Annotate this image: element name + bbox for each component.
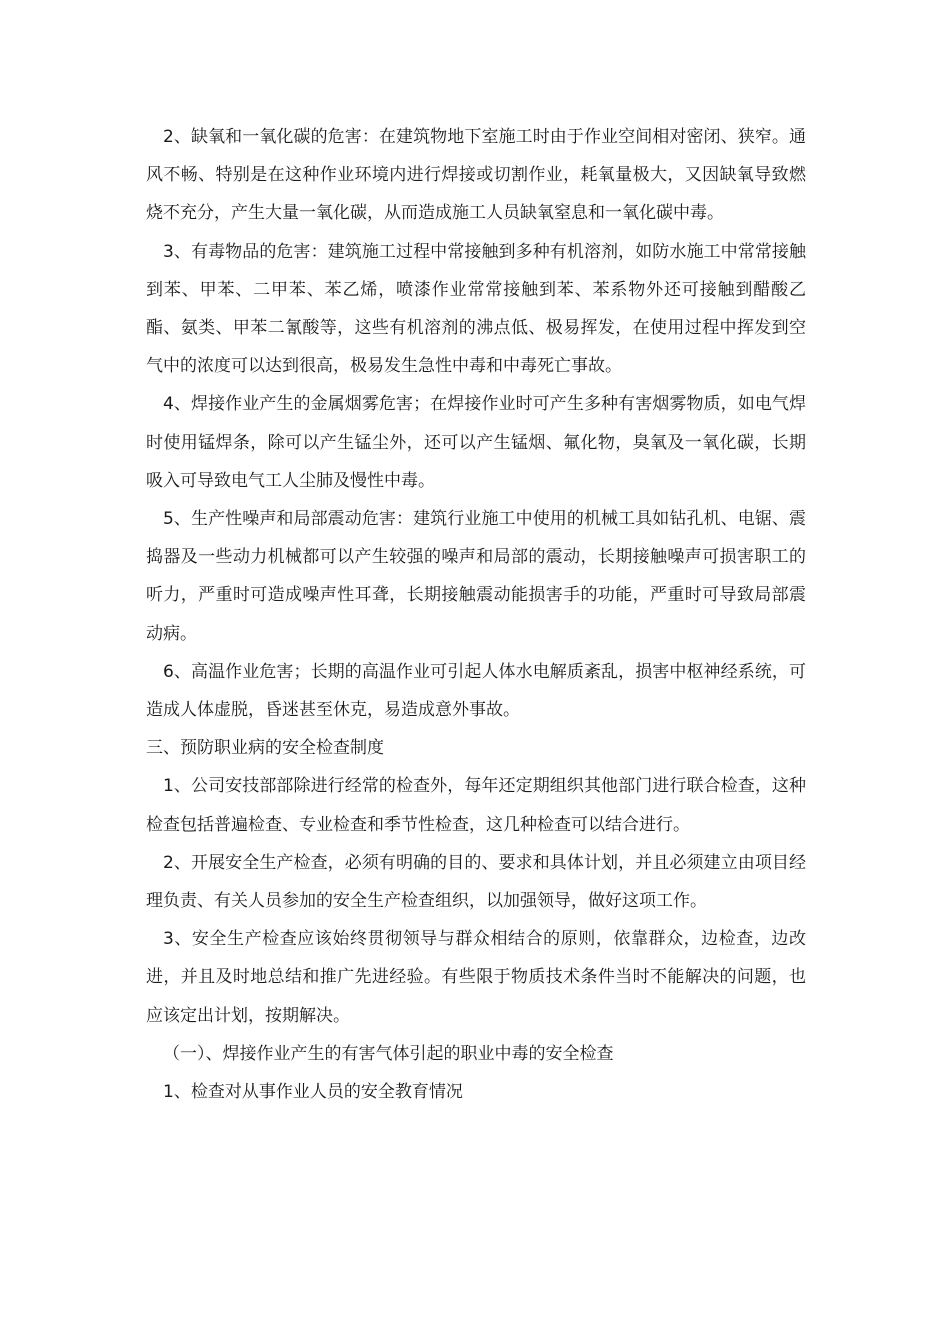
paragraph-inspection-1: 1、公司安技部部除进行经常的检查外，每年还定期组织其他部门进行联合检查，这种检查包括普遍检查、专业检查和季节性检查，这几种检查可以结合进行。: [146, 776, 806, 835]
paragraph-inspection-3: 3、安全生产检查应该始终贯彻领导与群众相结合的原则，依靠群众，边检查，边改进，并且及时地总结和推广先进经验。有些限于物质技术条件当时不能解决的问题，也应该定出计划，按期解决。: [146, 929, 806, 1026]
paragraph-welding-check-1: 1、检查对从事作业人员的安全教育情况: [163, 1082, 463, 1103]
subsection-heading: （一）、焊接作业产生的有害气体引起的职业中毒的安全检查: [163, 1043, 614, 1064]
paragraph-hazard-toxic: 3、有毒物品的危害：建筑施工过程中常接触到多种有机溶剂，如防水施工中常常接触到苯、甲苯、二甲苯、苯乙烯，喷漆作业常常接触到苯、苯系物外还可接触到醋酸乙酯、氨类、甲苯二氰酸等，这些有机溶剂的沸点低、极易挥发，在使用过程中挥发到空气中的浓度可以达到很高，极易发生急性中毒和中毒死亡事故。: [146, 241, 806, 377]
paragraph-hazard-welding-fumes: 4、焊接作业产生的金属烟雾危害；在焊接作业时可产生多种有害烟雾物质，如电气焊时使用锰焊条，除可以产生锰尘外，还可以产生锰烟、氟化物，臭氧及一氧化碳，长期吸入可导致电气工人尘肺及慢性中毒。: [146, 394, 806, 491]
paragraph-hazard-oxygen-co: 2、缺氧和一氧化碳的危害：在建筑物地下室施工时由于作业空间相对密闭、狭窄。通风不畅、特别是在这种作业环境内进行焊接或切割作业，耗氧量极大，又因缺氧导致燃烧不充分，产生大量一氧化碳，从而造成施工人员缺氧窒息和一氧化碳中毒。: [146, 127, 806, 224]
paragraph-hazard-noise-vibration: 5、生产性噪声和局部震动危害：建筑行业施工中使用的机械工具如钻孔机、电锯、震捣器及一些动力机械都可以产生较强的噪声和局部的震动，长期接触噪声可损害职工的听力，严重时可造成噪声性耳聋，长期接触震动能损害手的功能，严重时可导致局部震动病。: [146, 509, 806, 644]
section-heading: 三、预防职业病的安全检查制度: [146, 738, 384, 759]
paragraph-inspection-2: 2、开展安全生产检查，必须有明确的目的、要求和具体计划，并且必须建立由项目经理负责、有关人员参加的安全生产检查组织，以加强领导，做好这项工作。: [146, 852, 806, 912]
paragraph-hazard-heat: 6、高温作业危害；长期的高温作业可引起人体水电解质紊乱，损害中枢神经系统，可造成人体虚脱，昏迷甚至休克，易造成意外事故。: [146, 661, 806, 721]
document-body: [146, 118, 806, 1111]
